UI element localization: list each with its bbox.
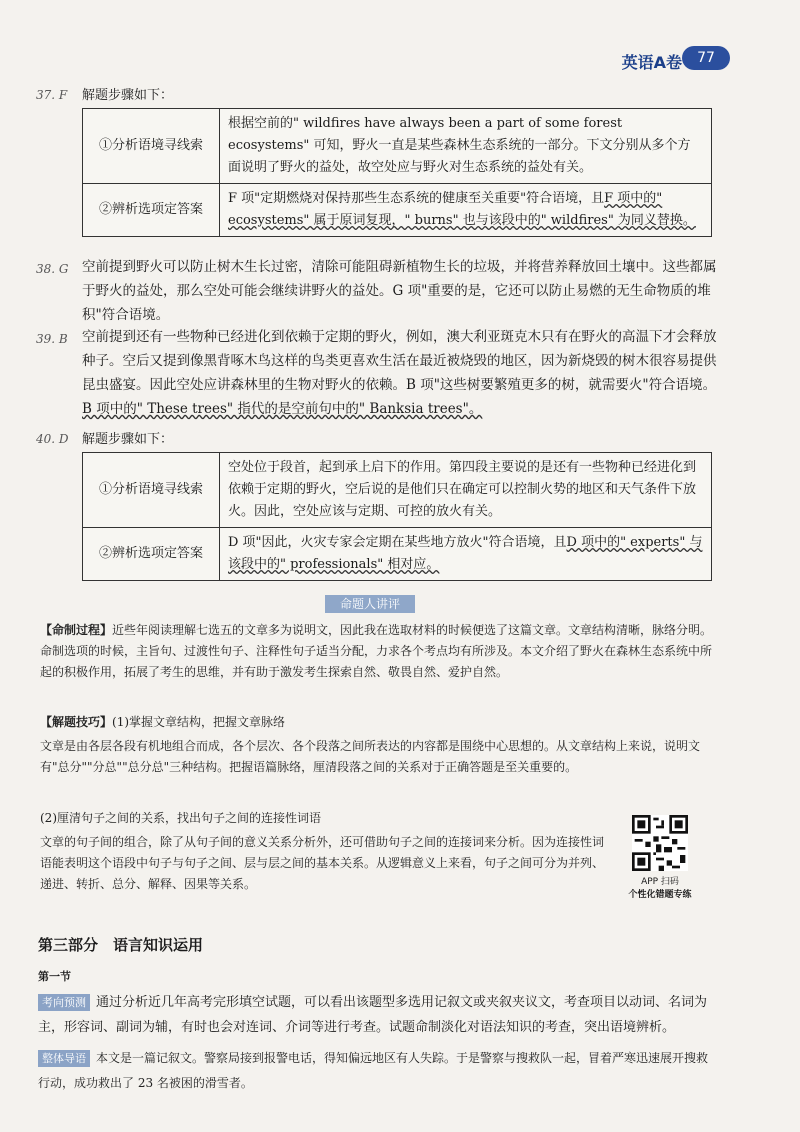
commentary-banner: 命题人讲评 [325,595,415,613]
tag-forecast: 考向预测 [38,994,90,1011]
q37-step1-label: ①分析语境寻线索 [83,109,220,184]
page-number: 77 [682,46,730,70]
tips-title: 【解题技巧】 [40,715,113,729]
part3-text2: 本文是一篇记叙文。警察局接到报警电话，得知偏远地区有人失踪。于是警察与搜救队一起，冒着严寒迅速展开搜救行动，成功救出了 23 名被困的滑雪者。 [38,1051,709,1090]
q37-table [82,108,712,237]
q40-step2-text-a: D 项"因此，火灾专家会定期在某些地方放火"符合语境，且 [228,535,567,550]
q40-step2-cell [220,528,712,581]
part3-para1 [38,990,718,1040]
q39-text-a: 空前提到还有一些物种已经进化到依赖于定期的野火，例如，澳大利亚斑克木只有在野火的高温下才会释放种子。空后又提到像黑背啄木鸟这样的鸟类更喜欢生活在最近被烧毁的地区，因为新烧毁的树木很容易提供昆虫盛宴。因此空处应讲森林里的生物对野火的依赖。B 项"这些树要繁殖更多的树，就需要火"符合语境。 [82,329,717,393]
q39-text-b: B 项中的" These trees" 指代的是空前句中的" Banksia trees"。 [82,401,483,417]
header-label: 英语A卷 [621,53,682,72]
q39-label: 39. B [36,332,68,346]
q37-intro: 解题步骤如下： [82,88,174,103]
q37-step2-label: ②辨析选项定答案 [83,184,220,237]
tag-guide: 整体导语 [38,1050,90,1067]
q38-text: 空前提到野火可以防止树木生长过密，清除可能阻碍新植物生长的垃圾，并将营养释放回土壤中。这些都属于野火的益处，那么空处可能会继续讲野火的益处。G 项"重要的是，它还可以防止易燃的无生命物质的堆积"符合语境。 [82,259,717,323]
part3-title: 第三部分 语言知识运用 [38,936,204,954]
tips-sub2: (2)厘清句子之间的关系，找出句子之间的连接性词语 [40,811,322,825]
process-title: 【命制过程】 [40,623,113,637]
q40-step1-label: ①分析语境寻线索 [83,453,220,528]
q40-step2-label: ②辨析选项定答案 [83,528,220,581]
tips-text2: 文章的句子间的组合，除了从句子间的意义关系分析外，还可借助句子之间的连接词来分析。因为连接性词语能表明这个语段中句子与句子之间、层与层之间的基本关系。从逻辑意义上来看，句子之间可分为并列、递进、转折、总分、解释、因果等关系。 [40,835,605,891]
part3-para2 [38,1046,718,1096]
q38-label: 38. G [36,262,69,276]
commentary-tips [40,712,720,733]
q37-step2-cell [220,184,712,237]
part3-text1: 通过分析近几年高考完形填空试题，可以看出该题型多选用记叙文或夹叙夹议文，考查项目以动词、名词为主，形容词、副词为辅，有时也会对连词、介词等进行考查。试题命制淡化对语法知识的考查，突出语境辨析。 [38,995,708,1035]
qr-code-icon[interactable] [632,815,688,871]
qr-caption [610,876,710,902]
q37-step1-text: 根据空前的" wildfires have always been a part of some forest ecosystems" 可知，野火一直是某些森林生态系统的一部分。下文分别从多个方面说明了野火的益处，故空处应与野火对生态系统的益处有关。 [220,109,712,184]
tips-text1: 文章是由各层各段有机地组合而成，各个层次、各个段落之间所表达的内容都是围绕中心思想的。从文章结构上来说，说明文有"总分""分总""总分总"三种结构。把握语篇脉络，厘清段落之间的关系对于正确答题是至关重要的。 [40,739,701,774]
commentary-process [40,620,720,683]
q37-step2-text-b: F 项中的" ecosystems" 属于原词复现，" burns" 也与该段中的" wildfires" 为同义替换。 [228,191,696,228]
qr-caption-2: 个性化错题专练 [628,890,692,900]
q40-label: 40. D [36,432,69,446]
q40-step1-text: 空处位于段首，起到承上启下的作用。第四段主要说的是还有一些物种已经进化到依赖于定期的野火，空后说的是他们只在确定可以控制火势的地区和天气条件下放火。因此，空处应该与定期、可控的放火有关。 [220,453,712,528]
q37-label: 37. F [36,88,68,102]
q40-step2-text-b: D 项中的" experts" 与该段中的" professionals" 相对应。 [228,535,703,572]
q40-table [82,452,712,581]
qr-caption-1: APP 扫码 [641,877,679,887]
process-text: 近些年阅读理解七选五的文章多为说明文，因此我在选取材料的时候便选了这篇文章。文章结构清晰，脉络分明。命制选项的时候，主旨句、过渡性句子、注释性句子适当分配，力求各个考点均有所涉及。本文介绍了野火在森林生态系统中所起的积极作用，拓展了考生的思维，并有助于激发考生探索自然、敬畏自然、爱护自然。 [40,623,713,679]
q39-block [82,325,717,421]
q40-intro: 解题步骤如下： [82,432,174,447]
part3-section: 第一节 [38,970,71,983]
tips-sub1: (1)掌握文章结构，把握文章脉络 [112,715,286,729]
q37-step2-text-a: F 项"定期燃烧对保持那些生态系统的健康至关重要"符合语境，且 [228,191,605,206]
